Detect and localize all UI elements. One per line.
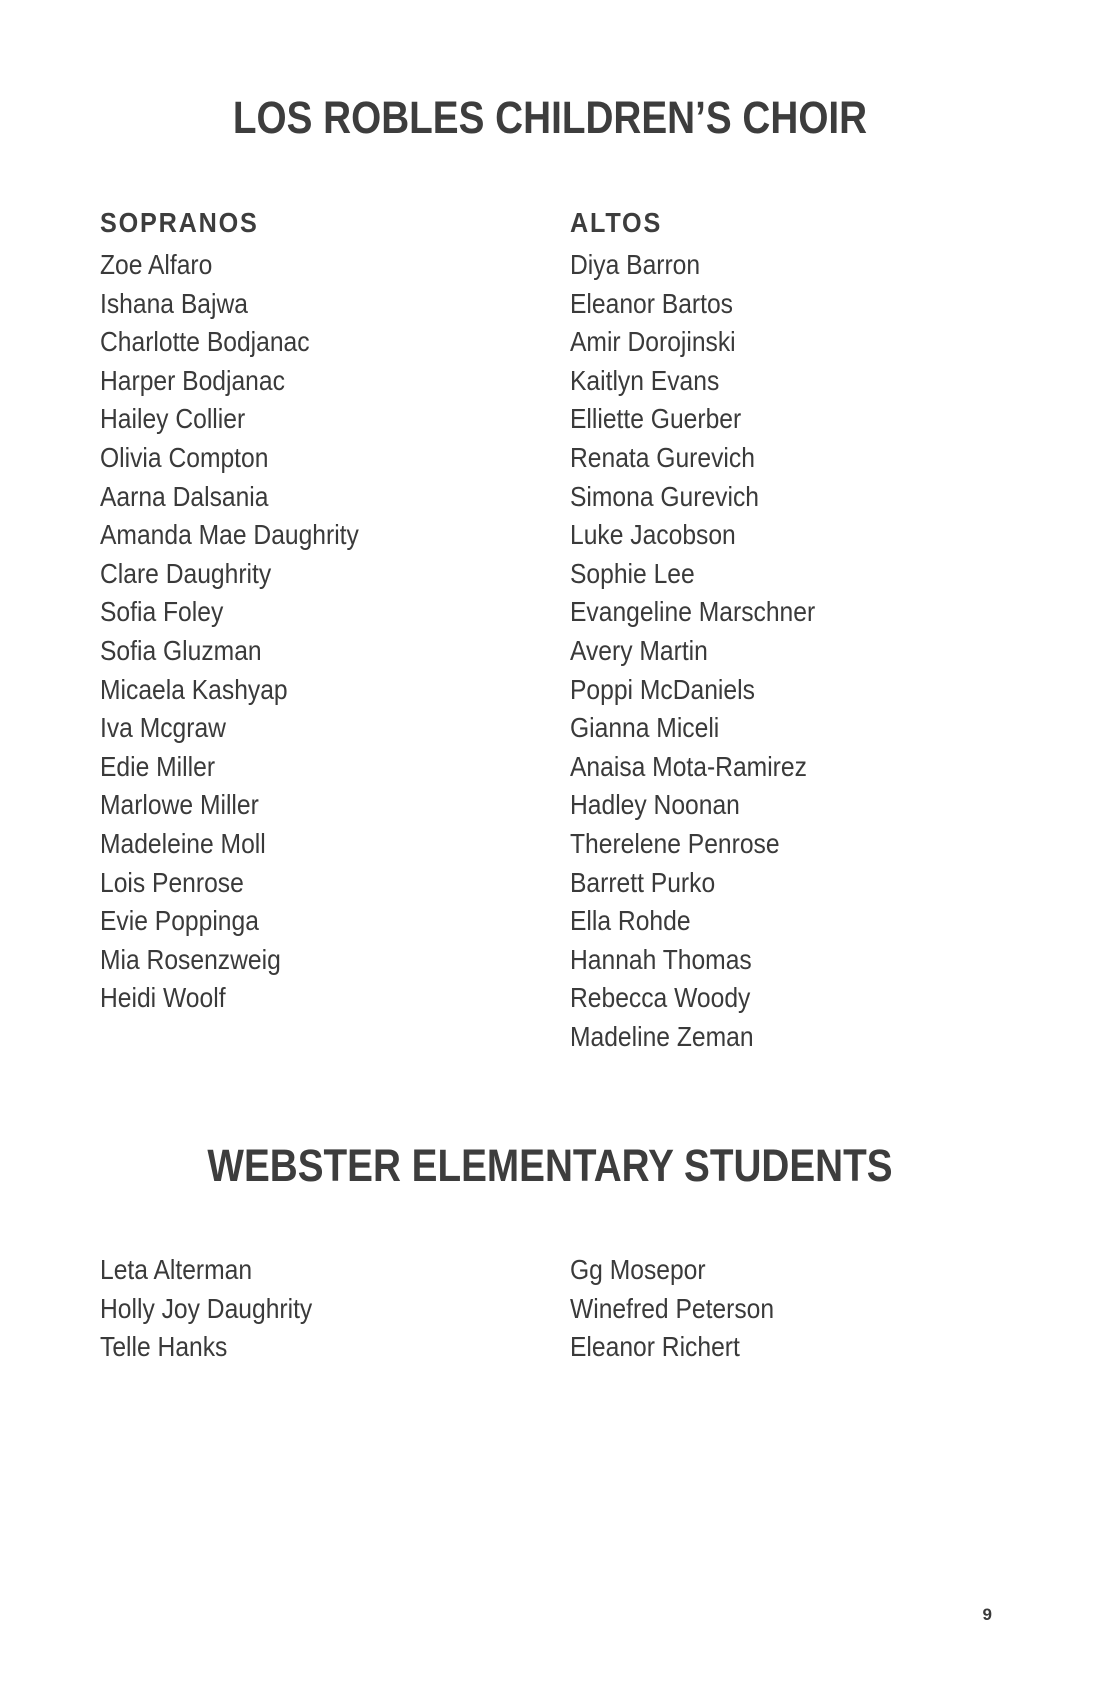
list-item: Luke Jacobson	[570, 519, 736, 551]
list-item: Leta Alterman	[100, 1254, 253, 1285]
list-item: Rebecca Woody	[570, 982, 751, 1014]
list-item: Evangeline Marschner	[570, 596, 816, 628]
list-item: Madeleine Moll	[100, 827, 266, 859]
list-item: Sofia Foley	[100, 596, 224, 628]
page-number: 9	[982, 1605, 992, 1624]
list-item: Kaitlyn Evans	[570, 364, 720, 396]
list-item: Micaela Kashyap	[100, 673, 288, 705]
list-item: Hadley Noonan	[570, 789, 740, 821]
list-item: Lois Penrose	[100, 866, 244, 898]
list-item: Therelene Penrose	[570, 827, 780, 859]
list-item: Edie Miller	[100, 750, 216, 782]
list-item: Iva Mcgraw	[100, 712, 226, 744]
list-item: Aarna Dalsania	[100, 480, 269, 512]
altos-heading: ALTOS	[570, 207, 663, 238]
list-item: Clare Daughrity	[100, 557, 272, 589]
altos-column	[570, 200, 1010, 1056]
list-item: Hannah Thomas	[570, 943, 752, 975]
list-item: Elliette Guerber	[570, 403, 742, 435]
list-item: Winefred Peterson	[570, 1292, 775, 1324]
list-item: Hailey Collier	[100, 403, 246, 435]
list-item: Eleanor Bartos	[570, 287, 733, 319]
webster-section-title: WEBSTER ELEMENTARY STUDENTS	[207, 1140, 893, 1191]
list-item: Anaisa Mota-Ramirez	[570, 750, 807, 782]
list-item: Holly Joy Daughrity	[100, 1292, 313, 1324]
list-item: Poppi McDaniels	[570, 673, 755, 705]
list-item: Zoe Alfaro	[100, 249, 213, 280]
webster-right-column	[570, 1251, 1010, 1367]
sopranos-list	[100, 246, 540, 1018]
list-item: Harper Bodjanac	[100, 364, 285, 396]
list-item: Evie Poppinga	[100, 905, 259, 937]
choir-section-title: LOS ROBLES CHILDREN’S CHOIR	[232, 92, 868, 143]
list-item: Renata Gurevich	[570, 441, 755, 473]
list-item: Barrett Purko	[570, 866, 716, 898]
sopranos-heading: SOPRANOS	[100, 207, 259, 238]
webster-left-column	[100, 1251, 540, 1367]
list-item: Diya Barron	[570, 249, 701, 280]
list-item: Sofia Gluzman	[100, 634, 262, 666]
list-item: Ella Rohde	[570, 905, 691, 937]
list-item: Marlowe Miller	[100, 789, 259, 821]
list-item: Mia Rosenzweig	[100, 943, 281, 975]
list-item: Ishana Bajwa	[100, 287, 248, 319]
sopranos-column	[100, 200, 540, 1018]
list-item: Avery Martin	[570, 634, 708, 666]
altos-list	[570, 246, 1010, 1056]
list-item: Gianna Miceli	[570, 712, 720, 744]
webster-left-list	[100, 1251, 540, 1367]
list-item: Sophie Lee	[570, 557, 695, 589]
list-item: Eleanor Richert	[570, 1331, 740, 1363]
list-item: Amanda Mae Daughrity	[100, 519, 359, 551]
webster-right-list	[570, 1251, 1010, 1367]
list-item: Gg Mosepor	[570, 1254, 706, 1285]
list-item: Telle Hanks	[100, 1331, 228, 1363]
list-item: Amir Dorojinski	[570, 326, 736, 358]
list-item: Charlotte Bodjanac	[100, 326, 310, 358]
list-item: Heidi Woolf	[100, 982, 226, 1014]
list-item: Madeline Zeman	[570, 1020, 754, 1052]
list-item: Simona Gurevich	[570, 480, 759, 512]
list-item: Olivia Compton	[100, 441, 269, 473]
